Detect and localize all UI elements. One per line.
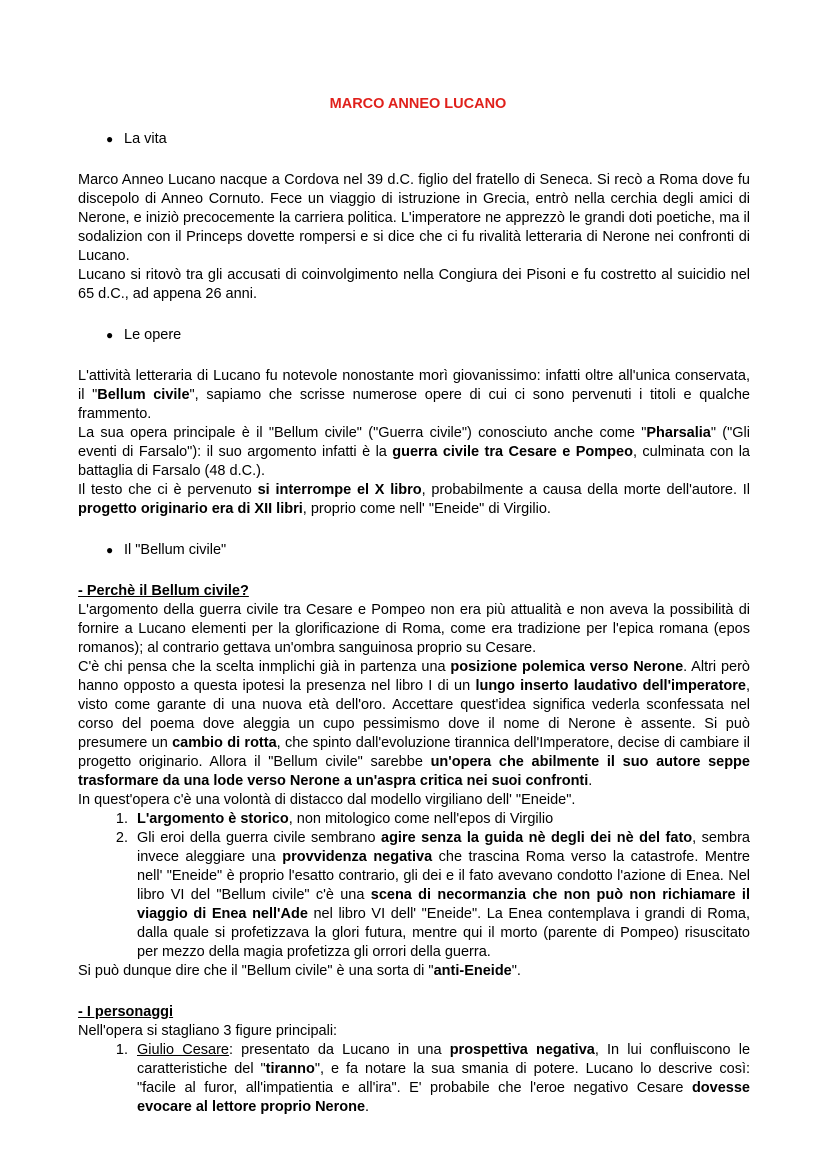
bullet-icon: ● bbox=[106, 328, 114, 342]
section-heading-label: Le opere bbox=[124, 327, 182, 343]
list-item: 1. Giulio Cesare: presentato da Lucano in una prospettiva negativa, In lui confluiscono le caratteristiche del "tiranno", e fa notare la sua smania di potere. Lucano lo descrive così: "facile al furor, all'impatientia e all'ira". E' probabile che l'eroe negativo Cesare dovesse evocare al lettore proprio Nerone. bbox=[115, 1042, 751, 1115]
personaggi-text bbox=[78, 1003, 750, 1117]
paragraph: La sua opera principale è il "Bellum civile" ("Guerra civile") conosciuto anche come "Pharsalia" ("Gli eventi di Farsalo"): il suo argomento infatti è la guerra civile tra Cesare e Pompeo, culminata con la battaglia di Farsalo (48 d.C.). bbox=[78, 425, 750, 479]
bellum-text bbox=[78, 582, 750, 981]
section-heading-label: La vita bbox=[124, 131, 167, 147]
paragraph: In quest'opera c'è una volontà di distacco dal modello virgiliano dell' "Eneide". bbox=[78, 792, 576, 808]
document-body bbox=[78, 95, 750, 1117]
page-title: MARCO ANNEO LUCANO bbox=[329, 96, 507, 112]
paragraph: Il testo che ci è pervenuto si interrompe el X libro, probabilmente a causa della morte dell'autore. Il progetto originario era di XII libri, proprio come nell' "Eneide" di Virgilio. bbox=[78, 482, 750, 517]
subheading-personaggi: - I personaggi bbox=[78, 1004, 174, 1020]
paragraph: L'argomento della guerra civile tra Cesare e Pompeo non era più attualità e non aveva la possibilità di fornire a Lucano elementi per la glorificazione di Roma, come era tradizione per l'epica romana (epos romanos); al contrario gettava un'ombra sanguinosa proprio su Cesare. bbox=[78, 602, 750, 656]
bullet-icon: ● bbox=[106, 132, 114, 146]
list-item: 2. Gli eroi della guerra civile sembrano agire senza la guida nè degli dei nè del fato, sembra invece aleggiare una provvidenza negativa che trascina Roma verso la catastrofe. Mentre nell' "Eneide" è proprio l'esatto contrario, gli dei e il fato avevano condotto l'azione di Enea. Nel libro VI del "Bellum civile" c'è una scena di necormanzia che non può non richiamare il viaggio di Enea nell'Ade nel libro VI dell' "Eneide". La Enea contemplava i grandi di Roma, dalla quale si profetizzava la glori futura, mentre qui il morto (parente di Pompeo) risuscitato per mezzo della magia profetizza gli orrori della guerra. bbox=[115, 830, 750, 960]
paragraph: Marco Anneo Lucano nacque a Cordova nel 39 d.C. figlio del fratello di Seneca. Si recò a Roma dove fu discepolo di Anneo Cornuto. Fece un viaggio di istruzione in Grecia, entrò nella cerchia degli amici di Nerone, e iniziò precocemente la carriera politica. L'imperatore ne apprezzò le grandi doti poetiche, ma il sodalizion con il Princeps dovette rompersi e si dice che ci fu rivalità letteraria di Nerone nei confronti di Lucano. bbox=[78, 172, 750, 264]
opere-text bbox=[78, 367, 750, 519]
bullet-icon: ● bbox=[106, 543, 114, 557]
list-item: 1. L'argomento è storico, non mitologico come nell'epos di Virgilio bbox=[115, 811, 554, 827]
section-heading-label: Il "Bellum civile" bbox=[124, 542, 227, 558]
vita-text bbox=[78, 171, 750, 304]
paragraph: Si può dunque dire che il "Bellum civile" è una sorta di "anti-Eneide". bbox=[78, 963, 521, 979]
numbered-list bbox=[78, 810, 750, 962]
paragraph: Nell'opera si stagliano 3 figure principali: bbox=[78, 1023, 338, 1039]
section-heading-opere bbox=[78, 326, 750, 345]
numbered-list bbox=[78, 1041, 750, 1117]
section-heading-vita bbox=[78, 130, 750, 149]
paragraph: C'è chi pensa che la scelta inmplichi già in partenza una posizione polemica verso Nerone. Altri però hanno opposto a questa ipotesi la presenza nel libro I di un lungo inserto laudativo dell'imperatore, visto come garante di una nuova età dell'oro. Accettare quest'idea significa vederla sconfessata nel corso del poema dove aleggia un cupo pessimismo dove il nome di Nerone è assente. Si può presumere un cambio di rotta, che spinto dall'evoluzione tirannica dell'Imperatore, decise di cambiare il progetto originario. Allora il "Bellum civile" sarebbe un'opera che abilmente il suo autore seppe trasformare da una lode verso Nerone a un'aspra critica nei suoi confronti. bbox=[78, 659, 751, 789]
paragraph: L'attività letteraria di Lucano fu notevole nonostante morì giovanissimo: infatti oltre all'unica conservata, il "Bellum civile", sapiamo che scrisse numerose opere di cui ci sono pervenuti i titoli e qualche frammento. bbox=[78, 368, 750, 422]
paragraph: Lucano si ritovò tra gli accusati di coinvolgimento nella Congiura dei Pisoni e fu costretto al suicidio nel 65 d.C., ad appena 26 anni. bbox=[78, 267, 750, 302]
subheading-perche: - Perchè il Bellum civile? bbox=[78, 583, 249, 599]
section-heading-bellum bbox=[78, 541, 750, 560]
